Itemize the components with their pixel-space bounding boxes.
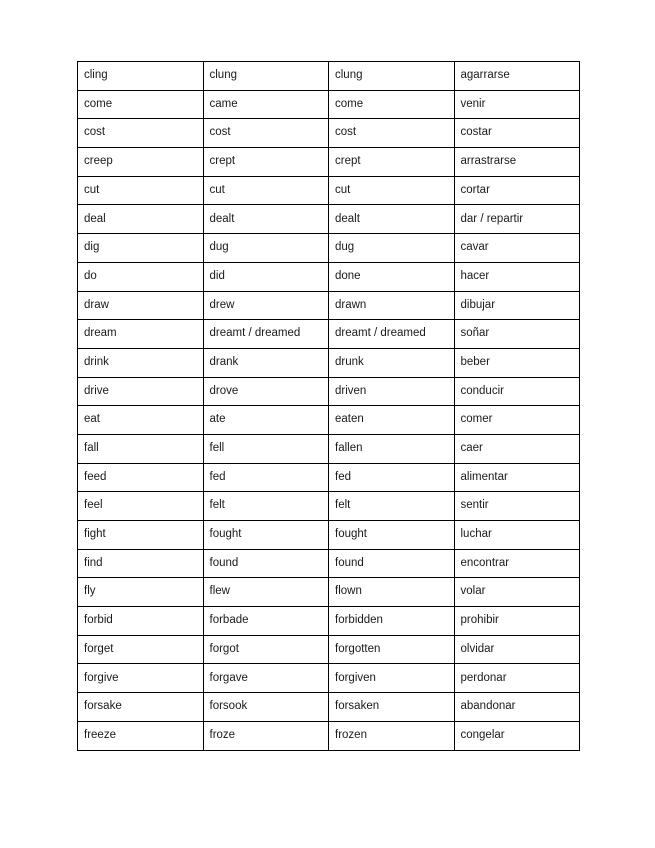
table-row xyxy=(78,664,580,693)
table-row xyxy=(78,205,580,234)
spanish-translation-cell: perdonar xyxy=(454,664,580,693)
past-simple-cell: forgot xyxy=(203,635,329,664)
past-simple-cell: dug xyxy=(203,234,329,263)
past-participle-cell: dreamt / dreamed xyxy=(329,320,455,349)
past-participle-cell: done xyxy=(329,262,455,291)
past-simple-cell: forsook xyxy=(203,693,329,722)
past-participle-cell: drawn xyxy=(329,291,455,320)
base-form-cell: cost xyxy=(78,119,204,148)
table-row xyxy=(78,119,580,148)
base-form-cell: come xyxy=(78,90,204,119)
base-form-cell: deal xyxy=(78,205,204,234)
base-form-cell: drive xyxy=(78,377,204,406)
past-simple-cell: fought xyxy=(203,521,329,550)
table-row xyxy=(78,549,580,578)
past-participle-cell: forbidden xyxy=(329,607,455,636)
table-row xyxy=(78,90,580,119)
base-form-cell: do xyxy=(78,262,204,291)
past-participle-cell: flown xyxy=(329,578,455,607)
spanish-translation-cell: dibujar xyxy=(454,291,580,320)
spanish-translation-cell: luchar xyxy=(454,521,580,550)
past-participle-cell: felt xyxy=(329,492,455,521)
spanish-translation-cell: congelar xyxy=(454,721,580,750)
base-form-cell: drink xyxy=(78,348,204,377)
base-form-cell: feed xyxy=(78,463,204,492)
past-simple-cell: found xyxy=(203,549,329,578)
past-participle-cell: cut xyxy=(329,176,455,205)
base-form-cell: dream xyxy=(78,320,204,349)
past-participle-cell: forsaken xyxy=(329,693,455,722)
past-simple-cell: ate xyxy=(203,406,329,435)
spanish-translation-cell: encontrar xyxy=(454,549,580,578)
verbs-table-body xyxy=(78,62,580,751)
past-simple-cell: cost xyxy=(203,119,329,148)
base-form-cell: forgive xyxy=(78,664,204,693)
spanish-translation-cell: dar / repartir xyxy=(454,205,580,234)
base-form-cell: feel xyxy=(78,492,204,521)
base-form-cell: find xyxy=(78,549,204,578)
base-form-cell: creep xyxy=(78,148,204,177)
past-simple-cell: drank xyxy=(203,348,329,377)
past-simple-cell: fell xyxy=(203,434,329,463)
table-row xyxy=(78,693,580,722)
past-participle-cell: clung xyxy=(329,62,455,91)
base-form-cell: cling xyxy=(78,62,204,91)
past-simple-cell: crept xyxy=(203,148,329,177)
past-simple-cell: cut xyxy=(203,176,329,205)
spanish-translation-cell: arrastrarse xyxy=(454,148,580,177)
past-simple-cell: clung xyxy=(203,62,329,91)
past-participle-cell: fed xyxy=(329,463,455,492)
base-form-cell: freeze xyxy=(78,721,204,750)
spanish-translation-cell: costar xyxy=(454,119,580,148)
spanish-translation-cell: caer xyxy=(454,434,580,463)
past-simple-cell: did xyxy=(203,262,329,291)
past-participle-cell: forgotten xyxy=(329,635,455,664)
base-form-cell: fall xyxy=(78,434,204,463)
table-row xyxy=(78,377,580,406)
base-form-cell: dig xyxy=(78,234,204,263)
table-row xyxy=(78,521,580,550)
table-row xyxy=(78,635,580,664)
table-row xyxy=(78,406,580,435)
base-form-cell: eat xyxy=(78,406,204,435)
base-form-cell: draw xyxy=(78,291,204,320)
past-participle-cell: crept xyxy=(329,148,455,177)
table-row xyxy=(78,578,580,607)
past-simple-cell: forgave xyxy=(203,664,329,693)
base-form-cell: fly xyxy=(78,578,204,607)
past-participle-cell: fallen xyxy=(329,434,455,463)
table-row xyxy=(78,291,580,320)
past-simple-cell: fed xyxy=(203,463,329,492)
table-row xyxy=(78,234,580,263)
spanish-translation-cell: hacer xyxy=(454,262,580,291)
spanish-translation-cell: abandonar xyxy=(454,693,580,722)
past-participle-cell: drunk xyxy=(329,348,455,377)
past-participle-cell: driven xyxy=(329,377,455,406)
past-participle-cell: frozen xyxy=(329,721,455,750)
spanish-translation-cell: prohibir xyxy=(454,607,580,636)
base-form-cell: cut xyxy=(78,176,204,205)
past-participle-cell: forgiven xyxy=(329,664,455,693)
base-form-cell: forsake xyxy=(78,693,204,722)
past-simple-cell: dealt xyxy=(203,205,329,234)
spanish-translation-cell: cavar xyxy=(454,234,580,263)
spanish-translation-cell: soñar xyxy=(454,320,580,349)
base-form-cell: forbid xyxy=(78,607,204,636)
past-simple-cell: drove xyxy=(203,377,329,406)
spanish-translation-cell: alimentar xyxy=(454,463,580,492)
table-row xyxy=(78,176,580,205)
table-row xyxy=(78,607,580,636)
past-simple-cell: dreamt / dreamed xyxy=(203,320,329,349)
past-participle-cell: dug xyxy=(329,234,455,263)
table-row xyxy=(78,148,580,177)
past-participle-cell: eaten xyxy=(329,406,455,435)
table-row xyxy=(78,320,580,349)
past-simple-cell: came xyxy=(203,90,329,119)
spanish-translation-cell: comer xyxy=(454,406,580,435)
past-simple-cell: felt xyxy=(203,492,329,521)
irregular-verbs-table xyxy=(77,61,580,751)
table-row xyxy=(78,262,580,291)
past-participle-cell: dealt xyxy=(329,205,455,234)
past-simple-cell: flew xyxy=(203,578,329,607)
table-row xyxy=(78,721,580,750)
past-participle-cell: found xyxy=(329,549,455,578)
spanish-translation-cell: olvidar xyxy=(454,635,580,664)
table-row xyxy=(78,463,580,492)
spanish-translation-cell: beber xyxy=(454,348,580,377)
base-form-cell: fight xyxy=(78,521,204,550)
spanish-translation-cell: volar xyxy=(454,578,580,607)
spanish-translation-cell: cortar xyxy=(454,176,580,205)
table-row xyxy=(78,434,580,463)
spanish-translation-cell: conducir xyxy=(454,377,580,406)
spanish-translation-cell: venir xyxy=(454,90,580,119)
table-row xyxy=(78,348,580,377)
past-simple-cell: drew xyxy=(203,291,329,320)
past-simple-cell: froze xyxy=(203,721,329,750)
spanish-translation-cell: sentir xyxy=(454,492,580,521)
past-participle-cell: fought xyxy=(329,521,455,550)
table-row xyxy=(78,62,580,91)
base-form-cell: forget xyxy=(78,635,204,664)
past-simple-cell: forbade xyxy=(203,607,329,636)
past-participle-cell: cost xyxy=(329,119,455,148)
spanish-translation-cell: agarrarse xyxy=(454,62,580,91)
past-participle-cell: come xyxy=(329,90,455,119)
table-row xyxy=(78,492,580,521)
